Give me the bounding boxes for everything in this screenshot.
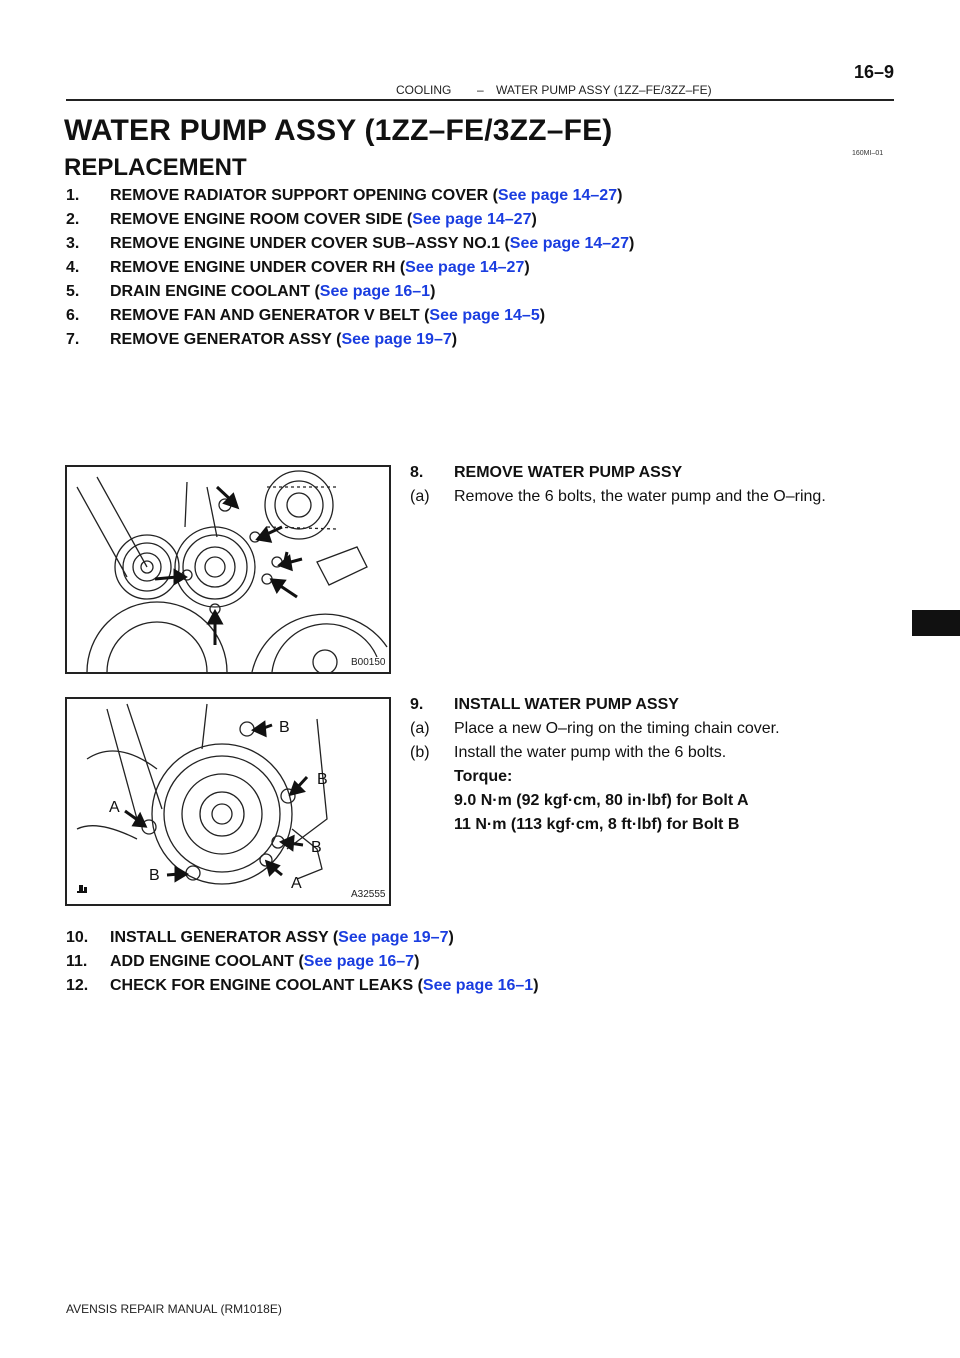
torque-bolt-b: 11 N·m (113 kgf·cm, 8 ft·lbf) for Bolt B <box>454 816 740 833</box>
page-link[interactable]: See page 19–7 <box>341 331 452 348</box>
page-link[interactable]: See page 14–5 <box>429 307 540 324</box>
section-tab-marker <box>912 610 960 636</box>
page-link[interactable]: See page 14–27 <box>509 235 629 252</box>
page-link[interactable]: See page 16–1 <box>422 977 534 994</box>
page-link[interactable]: See page 14–27 <box>412 211 532 228</box>
step-item: 11. ADD ENGINE COOLANT (See page 16–7) <box>66 953 420 970</box>
step-item: 4. REMOVE ENGINE UNDER COVER RH (See page 14–27) <box>66 259 530 276</box>
step-item: 3. REMOVE ENGINE UNDER COVER SUB–ASSY NO.1 (See page 14–27) <box>66 235 635 252</box>
header-dash: – <box>477 83 484 97</box>
page-title: WATER PUMP ASSY (1ZZ–FE/3ZZ–FE) <box>64 114 613 147</box>
torque-bolt-a: 9.0 N·m (92 kgf·cm, 80 in·lbf) for Bolt A <box>454 792 749 809</box>
page-number: 16–9 <box>853 62 894 82</box>
engine-illustration <box>67 467 389 672</box>
step-item: 7. REMOVE GENERATOR ASSY (See page 19–7) <box>66 331 458 348</box>
figure-water-pump-removal <box>65 465 391 674</box>
step-item: 12. CHECK FOR ENGINE COOLANT LEAKS (See page 16–1) <box>66 977 539 994</box>
page-link[interactable]: See page 14–27 <box>497 187 618 204</box>
bolt-label: B <box>149 867 160 884</box>
step-item: 10. INSTALL GENERATOR ASSY (See page 19–7) <box>66 929 454 946</box>
step-9-title: 9. INSTALL WATER PUMP ASSY <box>410 696 679 713</box>
step-8-title: 8. REMOVE WATER PUMP ASSY <box>410 464 683 481</box>
header-section: COOLING <box>396 83 452 97</box>
bolt-label: B <box>311 839 322 856</box>
step-9b: (b) Install the water pump with the 6 bolts. <box>410 744 727 761</box>
bolt-label: B <box>317 771 328 788</box>
header-subsection: WATER PUMP ASSY (1ZZ–FE/3ZZ–FE) <box>496 83 712 97</box>
bolt-label: B <box>279 719 290 736</box>
page-link[interactable]: See page 16–1 <box>319 283 431 300</box>
section-heading: REPLACEMENT <box>64 154 247 181</box>
step-8a: (a) Remove the 6 bolts, the water pump and the O–ring. <box>410 488 826 505</box>
bolt-label: A <box>109 799 120 816</box>
step-item: 1. REMOVE RADIATOR SUPPORT OPENING COVER (See page 14–27) <box>66 187 623 204</box>
page-link[interactable]: See page 16–7 <box>303 953 415 970</box>
step-item: 5. DRAIN ENGINE COOLANT (See page 16–1) <box>66 283 436 300</box>
footer: AVENSIS REPAIR MANUAL (RM1018E) <box>66 1302 282 1316</box>
doc-code: 160MI–01 <box>852 150 884 157</box>
step-item: 2. REMOVE ENGINE ROOM COVER SIDE (See page 14–27) <box>66 211 537 228</box>
figure-code: A32555 <box>351 889 386 900</box>
figure-code: B00150 <box>351 657 386 668</box>
page-link[interactable]: See page 14–27 <box>405 259 525 276</box>
header-rule <box>66 99 894 101</box>
figure-water-pump-install <box>65 697 391 906</box>
step-item: 6. REMOVE FAN AND GENERATOR V BELT (See page 14–5) <box>66 307 546 324</box>
step-9a: (a) Place a new O–ring on the timing chain cover. <box>410 720 780 737</box>
bolt-label: A <box>291 875 302 892</box>
page-link[interactable]: See page 19–7 <box>338 929 449 946</box>
torque-label: Torque: <box>454 768 513 785</box>
